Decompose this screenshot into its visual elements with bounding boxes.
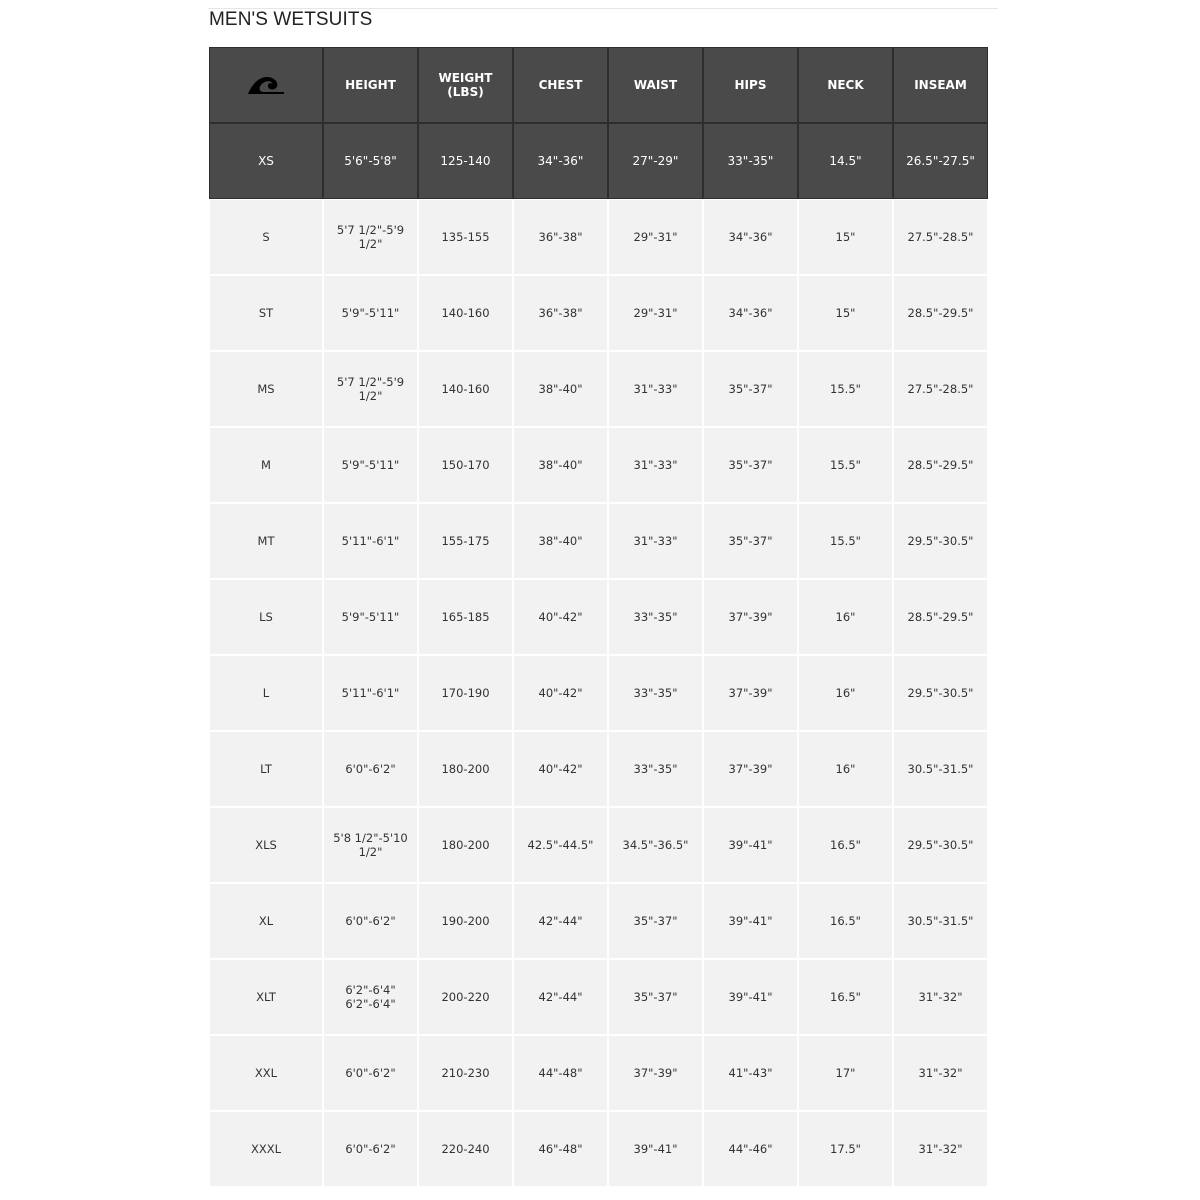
size-label: LT [210,732,322,806]
size-label: XLT [210,960,322,1034]
size-label: LS [210,580,322,654]
table-cell: 39"-41" [704,808,797,882]
table-cell: 5'6"-5'8" [324,124,417,198]
table-cell: 180-200 [419,732,512,806]
table-cell: 42.5"-44.5" [514,808,607,882]
table-cell: 31"-33" [609,428,702,502]
table-cell: 42"-44" [514,960,607,1034]
table-cell: 29.5"-30.5" [894,504,987,578]
table-row [210,580,987,654]
column-header: WAIST [609,48,702,122]
column-header: INSEAM [894,48,987,122]
table-cell: 40"-42" [514,732,607,806]
table-cell: 26.5"-27.5" [894,124,987,198]
table-cell: 31"-33" [609,352,702,426]
size-label: MS [210,352,322,426]
table-cell: 44"-48" [514,1036,607,1110]
table-cell: 39"-41" [704,960,797,1034]
table-cell: 37"-39" [704,656,797,730]
table-cell: 29"-31" [609,200,702,274]
table-cell: 46"-48" [514,1112,607,1186]
table-cell: 31"-32" [894,960,987,1034]
table-cell: 36"-38" [514,276,607,350]
table-cell: 16" [799,732,892,806]
table-cell: 140-160 [419,276,512,350]
column-header: HEIGHT [324,48,417,122]
table-cell: 6'0"-6'2" [324,1036,417,1110]
table-cell: 16.5" [799,808,892,882]
table-cell: 33"-35" [609,656,702,730]
table-cell: 29.5"-30.5" [894,808,987,882]
table-cell: 33"-35" [609,580,702,654]
header-row [210,48,987,122]
table-cell: 17" [799,1036,892,1110]
table-cell: 155-175 [419,504,512,578]
table-row [210,656,987,730]
table-row [210,124,987,198]
column-header: NECK [799,48,892,122]
size-label: XL [210,884,322,958]
table-cell: 37"-39" [609,1036,702,1110]
table-cell: 33"-35" [609,732,702,806]
table-cell: 210-230 [419,1036,512,1110]
table-row [210,732,987,806]
table-cell: 27.5"-28.5" [894,352,987,426]
table-row [210,1112,987,1186]
table-cell: 15.5" [799,504,892,578]
table-cell: 6'0"-6'2" [324,732,417,806]
table-cell: 200-220 [419,960,512,1034]
table-cell: 29"-31" [609,276,702,350]
quiksilver-logo-icon [210,75,322,95]
column-header: WEIGHT (LBS) [419,48,512,122]
table-row [210,808,987,882]
table-cell: 40"-42" [514,656,607,730]
logo-cell [210,48,322,122]
table-cell: 34.5"-36.5" [609,808,702,882]
table-cell: 31"-33" [609,504,702,578]
table-cell: 33"-35" [704,124,797,198]
table-cell: 35"-37" [704,504,797,578]
table-cell: 5'7 1/2"-5'9 1/2" [324,200,417,274]
table-cell: 16.5" [799,960,892,1034]
table-cell: 5'9"-5'11" [324,428,417,502]
table-cell: 34"-36" [704,200,797,274]
table-row [210,352,987,426]
table-row [210,1036,987,1110]
table-cell: 28.5"-29.5" [894,276,987,350]
table-row [210,960,987,1034]
size-label: M [210,428,322,502]
table-cell: 135-155 [419,200,512,274]
table-cell: 125-140 [419,124,512,198]
table-cell: 42"-44" [514,884,607,958]
table-cell: 31"-32" [894,1036,987,1110]
table-cell: 27.5"-28.5" [894,200,987,274]
table-cell: 30.5"-31.5" [894,732,987,806]
table-cell: 15.5" [799,352,892,426]
size-label: XS [210,124,322,198]
table-cell: 15" [799,276,892,350]
table-cell: 16" [799,656,892,730]
table-cell: 40"-42" [514,580,607,654]
table-cell: 16.5" [799,884,892,958]
table-cell: 38"-40" [514,428,607,502]
size-label: XXXL [210,1112,322,1186]
table-cell: 27"-29" [609,124,702,198]
table-cell: 31"-32" [894,1112,987,1186]
table-cell: 16" [799,580,892,654]
table-cell: 30.5"-31.5" [894,884,987,958]
table-cell: 220-240 [419,1112,512,1186]
table-cell: 6'0"-6'2" [324,1112,417,1186]
table-cell: 37"-39" [704,732,797,806]
table-cell: 5'9"-5'11" [324,580,417,654]
table-cell: 6'2"-6'4" 6'2"-6'4" [324,960,417,1034]
column-header: CHEST [514,48,607,122]
size-label: XLS [210,808,322,882]
table-cell: 44"-46" [704,1112,797,1186]
table-cell: 17.5" [799,1112,892,1186]
table-cell: 14.5" [799,124,892,198]
table-cell: 39"-41" [609,1112,702,1186]
table-row [210,200,987,274]
table-cell: 15" [799,200,892,274]
table-cell: 36"-38" [514,200,607,274]
table-cell: 140-160 [419,352,512,426]
table-cell: 5'11"-6'1" [324,504,417,578]
size-label: L [210,656,322,730]
table-cell: 34"-36" [704,276,797,350]
table-cell: 5'11"-6'1" [324,656,417,730]
table-cell: 38"-40" [514,504,607,578]
size-chart-table [208,46,989,1188]
table-row [210,428,987,502]
table-cell: 41"-43" [704,1036,797,1110]
table-cell: 39"-41" [704,884,797,958]
table-cell: 190-200 [419,884,512,958]
table-row [210,504,987,578]
size-label: MT [210,504,322,578]
table-cell: 28.5"-29.5" [894,428,987,502]
table-cell: 35"-37" [704,428,797,502]
table-cell: 28.5"-29.5" [894,580,987,654]
page-title: MEN'S WETSUITS [209,9,373,30]
column-header: HIPS [704,48,797,122]
table-cell: 35"-37" [609,960,702,1034]
table-cell: 38"-40" [514,352,607,426]
table-cell: 5'8 1/2"-5'10 1/2" [324,808,417,882]
table-cell: 35"-37" [609,884,702,958]
table-cell: 15.5" [799,428,892,502]
table-cell: 150-170 [419,428,512,502]
table-body [210,124,987,1186]
size-label: S [210,200,322,274]
size-label: XXL [210,1036,322,1110]
table-cell: 35"-37" [704,352,797,426]
table-cell: 5'9"-5'11" [324,276,417,350]
table-cell: 5'7 1/2"-5'9 1/2" [324,352,417,426]
size-label: ST [210,276,322,350]
table-cell: 165-185 [419,580,512,654]
table-cell: 170-190 [419,656,512,730]
table-cell: 6'0"-6'2" [324,884,417,958]
table-row [210,276,987,350]
table-row [210,884,987,958]
table-header [210,48,987,122]
table-cell: 37"-39" [704,580,797,654]
table-cell: 29.5"-30.5" [894,656,987,730]
table-cell: 34"-36" [514,124,607,198]
table-cell: 180-200 [419,808,512,882]
